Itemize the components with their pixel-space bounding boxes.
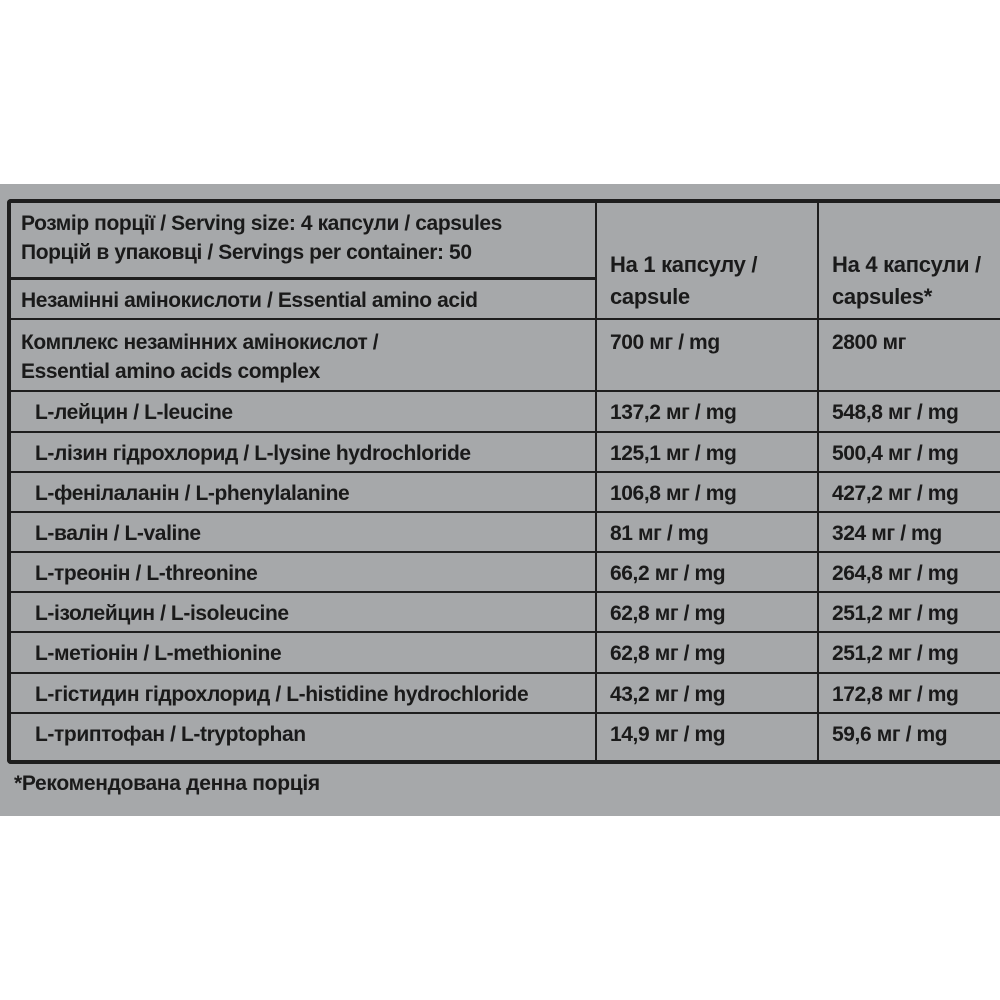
amino-name: L-триптофан / L-tryptophan: [35, 723, 306, 746]
complex-row: [11, 320, 1000, 392]
amino-name: L-метіонін / L-methionine: [35, 642, 282, 665]
column-header-per-4-capsules: На 4 капсули / capsules*: [817, 203, 1000, 320]
table-row: [11, 513, 1000, 553]
table-row: [11, 633, 1000, 674]
amino-per-4: 500,4 мг / mg: [817, 433, 1000, 471]
amino-per-4: 59,6 мг / mg: [817, 714, 1000, 764]
amino-per-capsule: 66,2 мг / mg: [595, 553, 817, 591]
amino-name: L-фенілаланін / L-phenylalanine: [35, 482, 350, 505]
amino-per-4: 251,2 мг / mg: [817, 593, 1000, 631]
amino-per-capsule: 106,8 мг / mg: [595, 473, 817, 511]
amino-per-capsule: 62,8 мг / mg: [595, 633, 817, 672]
amino-per-4: 251,2 мг / mg: [817, 633, 1000, 672]
complex-name: Комплекс незамінних амінокислот / Essential amino acids complex: [21, 331, 379, 383]
table-row: [11, 714, 1000, 764]
footnote: *Рекомендована денна порція: [14, 772, 320, 795]
serving-size: Розмір порції / Serving size: 4 капсули / capsules: [21, 212, 502, 235]
complex-per-capsule: 700 мг / mg: [595, 320, 817, 390]
complex-per-4: 2800 мг: [817, 320, 1000, 390]
table-row: [11, 674, 1000, 714]
table-row: [11, 433, 1000, 473]
amino-name: L-ізолейцин / L-isoleucine: [35, 602, 289, 625]
amino-per-4: 427,2 мг / mg: [817, 473, 1000, 511]
table-row: [11, 392, 1000, 433]
amino-per-capsule: 14,9 мг / mg: [595, 714, 817, 764]
amino-per-4: 172,8 мг / mg: [817, 674, 1000, 712]
amino-per-capsule: 62,8 мг / mg: [595, 593, 817, 631]
table-row: [11, 553, 1000, 593]
supplement-facts-panel: [0, 184, 1000, 816]
amino-name: L-валін / L-valine: [35, 522, 201, 545]
amino-per-4: 264,8 мг / mg: [817, 553, 1000, 591]
amino-name: L-лізин гідрохлорид / L-lysine hydrochloride: [35, 442, 471, 465]
servings-per-container: Порцій в упаковці / Servings per container: 50: [21, 241, 472, 264]
amino-per-capsule: 137,2 мг / mg: [595, 392, 817, 431]
table-row: [11, 473, 1000, 513]
amino-name: L-лейцин / L-leucine: [35, 401, 233, 424]
amino-per-capsule: 43,2 мг / mg: [595, 674, 817, 712]
supplement-facts-table: [7, 199, 1000, 764]
table-row: [11, 593, 1000, 633]
column-header-per-capsule: На 1 капсулу / capsule: [595, 203, 817, 320]
amino-name: L-гістидин гідрохлорид / L-histidine hydrochloride: [35, 683, 529, 706]
amino-per-4: 324 мг / mg: [817, 513, 1000, 551]
amino-per-capsule: 81 мг / mg: [595, 513, 817, 551]
amino-per-capsule: 125,1 мг / mg: [595, 433, 817, 471]
essential-label: Незамінні амінокислоти / Essential amino acid: [21, 289, 478, 312]
amino-name: L-треонін / L-threonine: [35, 562, 258, 585]
amino-per-4: 548,8 мг / mg: [817, 392, 1000, 431]
